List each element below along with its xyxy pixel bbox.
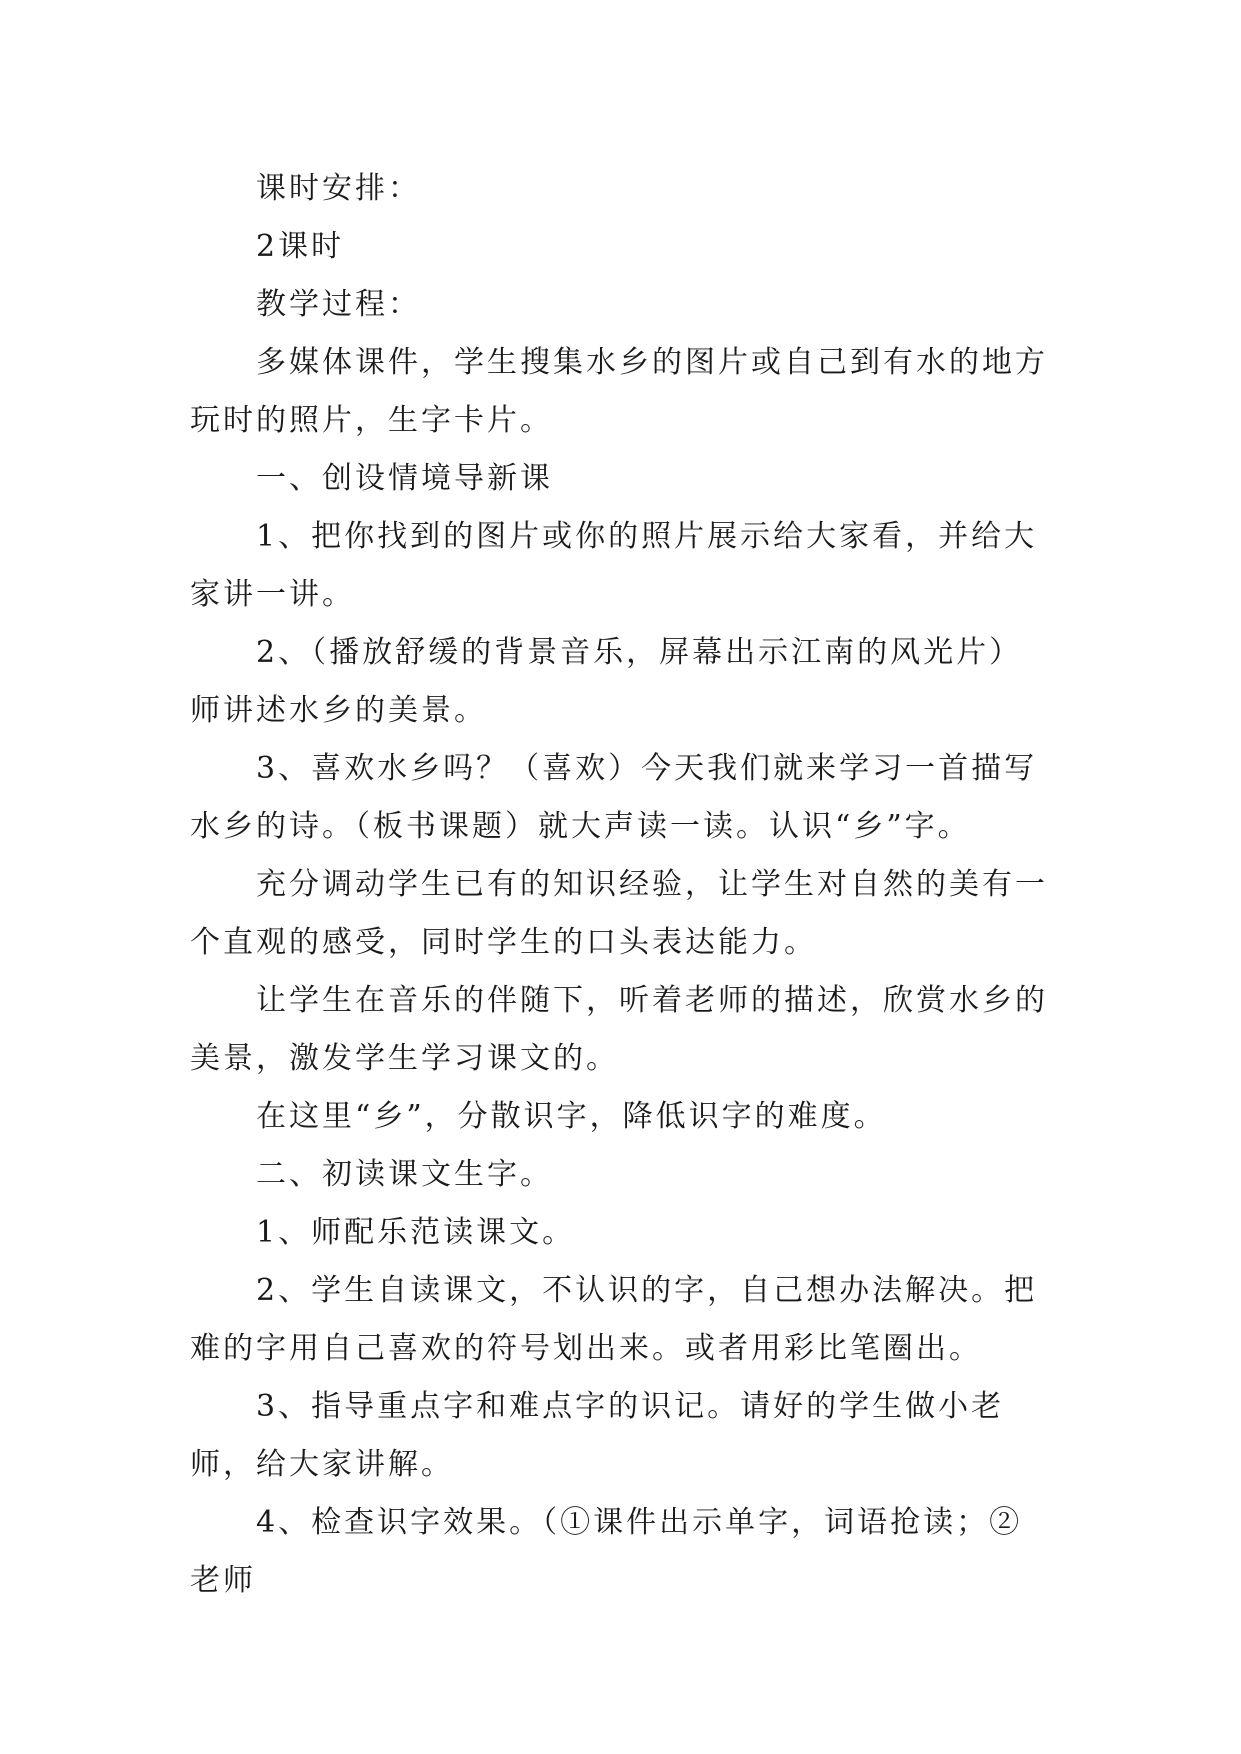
paragraph-intro-step-1: 1、把你找到的图片或你的照片展示给大家看，并给大家讲一讲。 — [190, 519, 1038, 612]
paragraph-reading-step-4: 4、检查识字效果。（①课件出示单字，词语抢读；②老师 — [190, 1505, 1023, 1598]
paragraph-intro-step-3: 3、喜欢水乡吗？（喜欢）今天我们就来学习一首描写水乡的诗。（板书课题）就大声读一读。认识“乡”字。 — [190, 751, 1038, 844]
paragraph-reading-step-3: 3、指导重点字和难点字的识记。请好的学生做小老师，给大家讲解。 — [190, 1389, 1005, 1482]
section-heading-intro: 一、创设情境导新课 — [256, 461, 553, 496]
paragraph-schedule-heading: 课时安排： — [256, 171, 421, 206]
section-heading-reading: 二、初读课文生字。 — [256, 1157, 553, 1192]
paragraph-intro-step-2: 2、（播放舒缓的背景音乐，屏幕出示江南的风光片）师讲述水乡的美景。 — [190, 635, 1023, 728]
paragraph-intent-2: 让学生在音乐的伴随下，听着老师的描述，欣赏水乡的美景，激发学生学习课文的。 — [190, 983, 1048, 1076]
paragraph-reading-step-1: 1、师配乐范读课文。 — [256, 1215, 576, 1250]
paragraph-reading-step-2: 2、学生自读课文，不认识的字，自己想办法解决。把难的字用自己喜欢的符号划出来。或者用彩比笔圈出。 — [190, 1273, 1038, 1366]
paragraph-schedule-value: 2课时 — [256, 229, 345, 264]
paragraph-intent-3: 在这里“乡”，分散识字，降低识字的难度。 — [256, 1099, 887, 1134]
document-body — [190, 160, 1052, 1610]
paragraph-materials: 多媒体课件，学生搜集水乡的图片或自己到有水的地方玩时的照片，生字卡片。 — [190, 345, 1048, 438]
paragraph-intent-1: 充分调动学生已有的知识经验，让学生对自然的美有一个直观的感受，同时学生的口头表达能力。 — [190, 867, 1048, 960]
paragraph-process-heading: 教学过程： — [256, 287, 421, 322]
